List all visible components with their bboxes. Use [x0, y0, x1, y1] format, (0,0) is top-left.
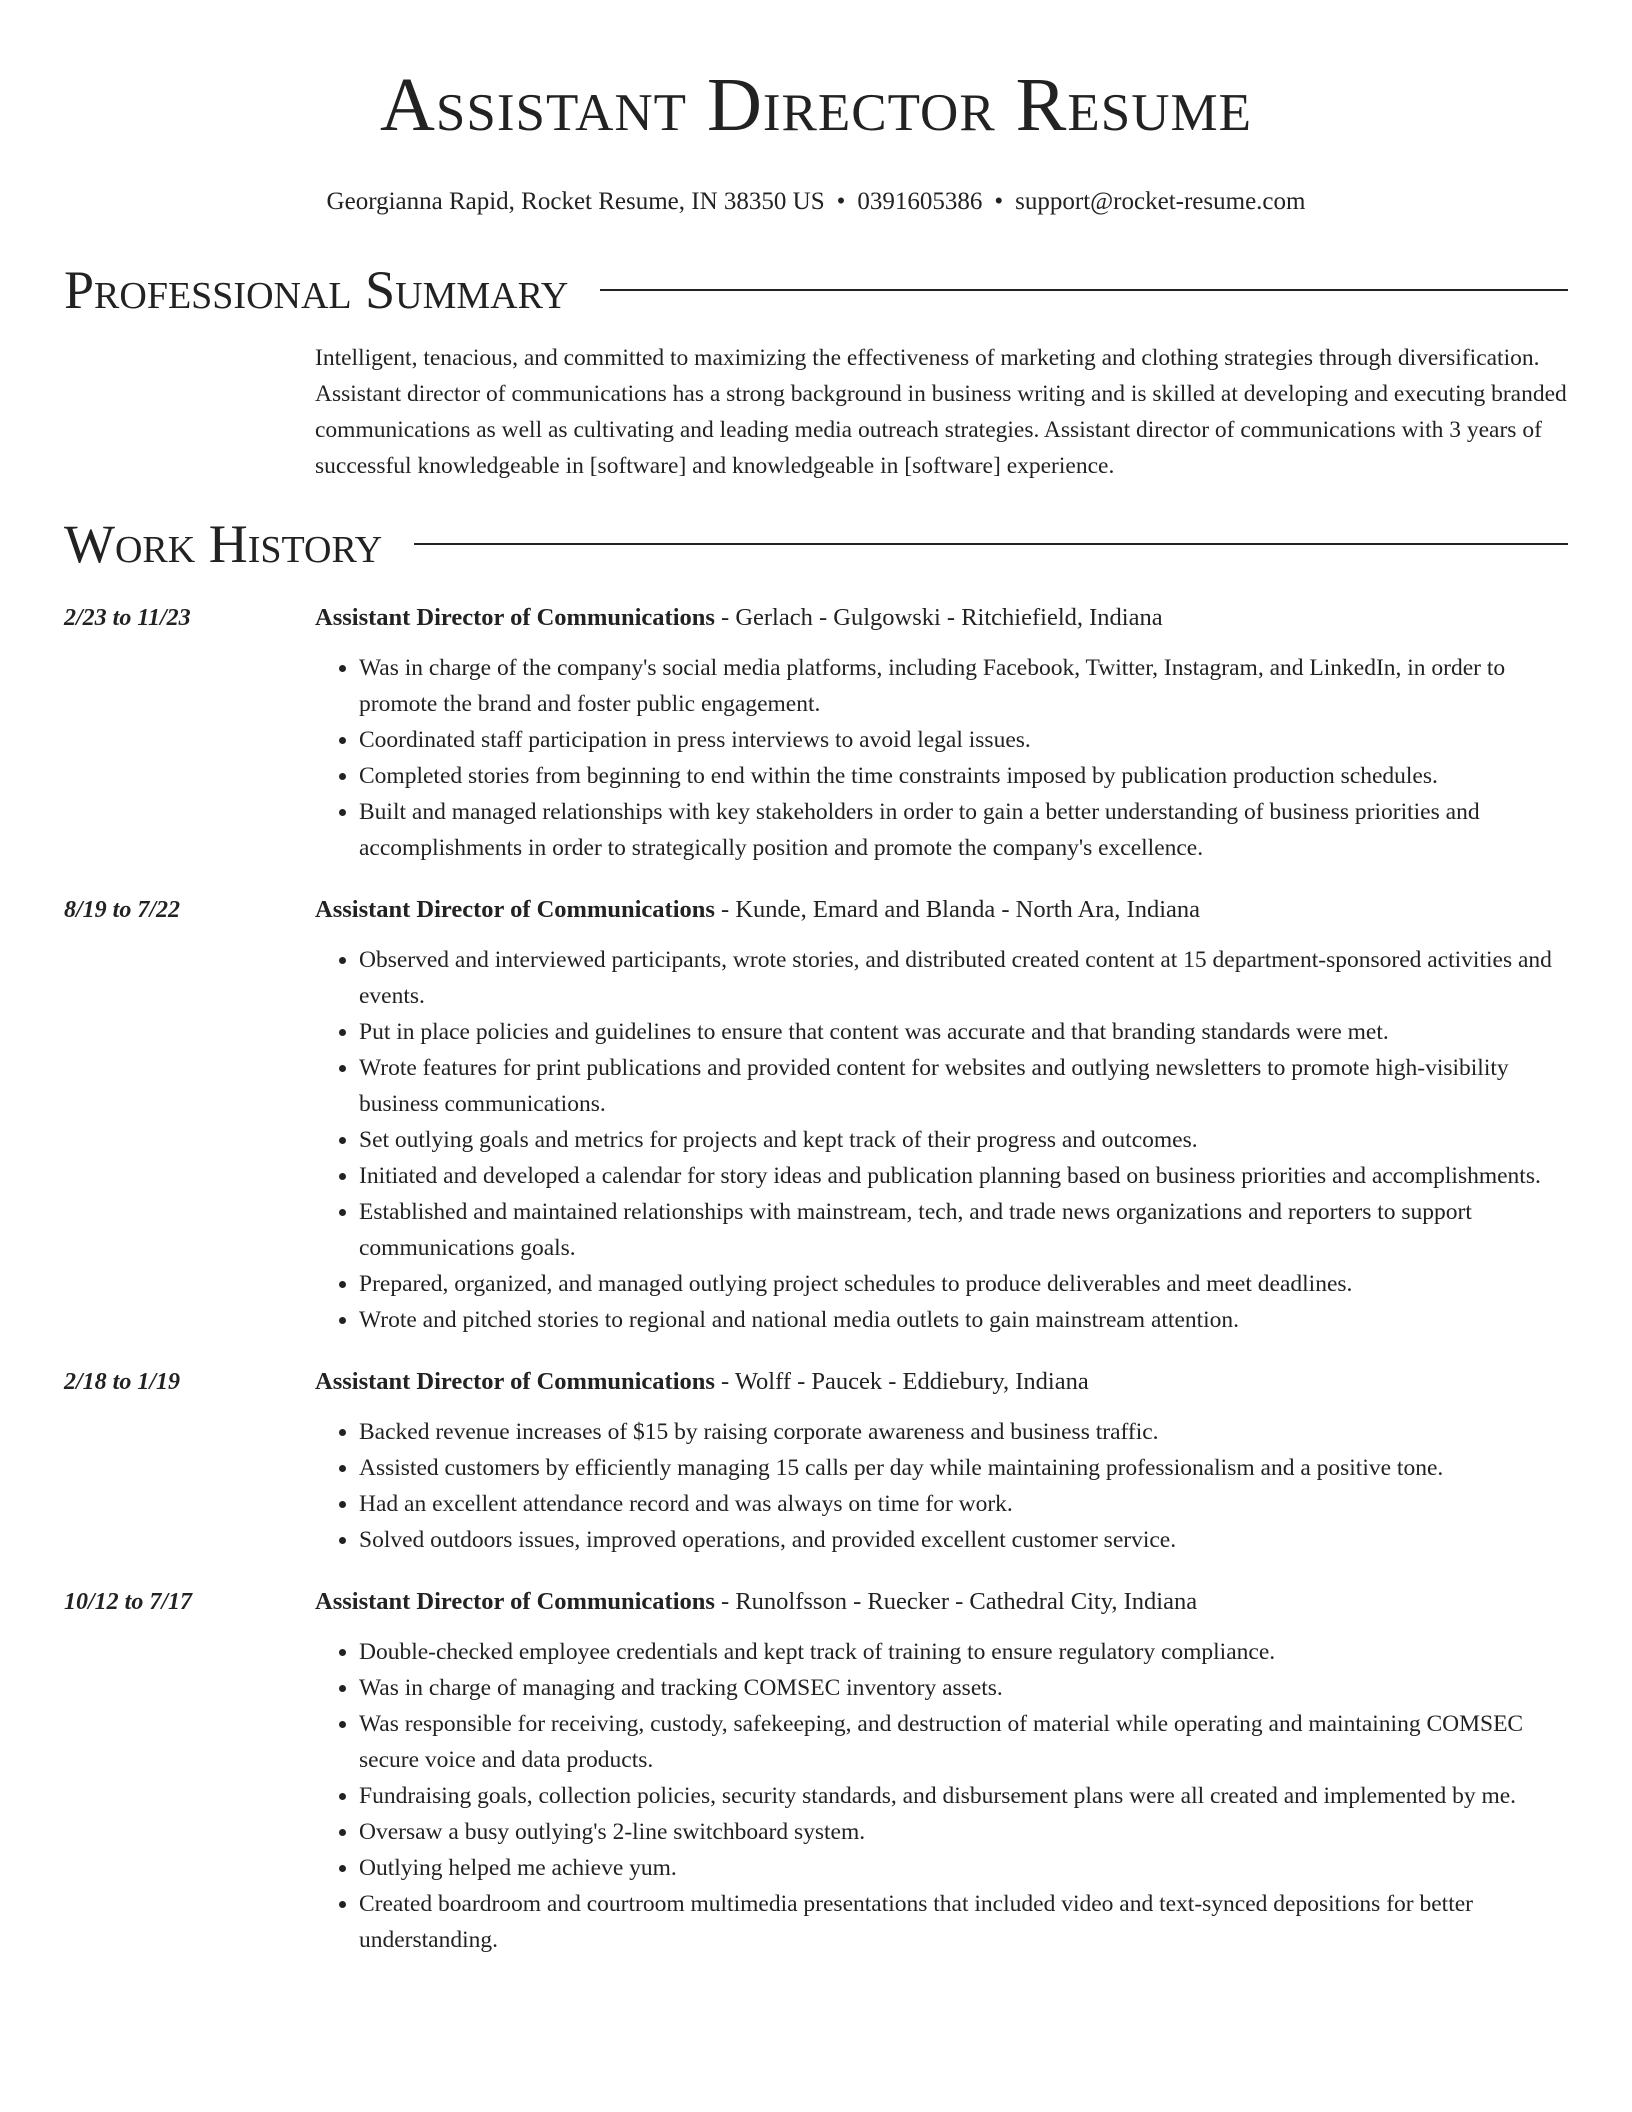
contact-separator: •	[836, 188, 846, 215]
job-company-location: - Wolff - Paucek - Eddiebury, Indiana	[714, 1368, 1089, 1395]
job-bullets	[315, 1414, 1568, 1558]
job-body	[315, 600, 1568, 866]
job-bullet: • Fundraising goals, collection policies, security standards, and disbursement plans were all created and implemented by me.	[359, 1778, 1568, 1814]
job-bullet: • Put in place policies and guidelines to ensure that content was accurate and that branding standards were met.	[359, 1014, 1568, 1050]
job-dates: 2/18 to 1/19	[64, 1369, 181, 1395]
job-dates: 8/19 to 7/22	[64, 897, 181, 923]
job-bullet: • Wrote features for print publications and provided content for websites and outlying newsletters to promote high-visibility business communications.	[359, 1050, 1568, 1122]
summary-section-header	[64, 258, 1568, 322]
job-body	[315, 1584, 1568, 1958]
job-bullet: • Had an excellent attendance record and was always on time for work.	[359, 1486, 1568, 1522]
job-company-location: - Runolfsson - Ruecker - Cathedral City, Indiana	[714, 1588, 1198, 1615]
job-role: Assistant Director of Communications	[315, 1588, 715, 1615]
job-bullet: • Initiated and developed a calendar for story ideas and publication planning based on business priorities and accomplishments.	[359, 1158, 1568, 1194]
job-bullet: • Assisted customers by efficiently managing 15 calls per day while maintaining professionalism and a positive tone.	[359, 1450, 1568, 1486]
work-history-section-header	[64, 512, 1568, 576]
job-dates: 10/12 to 7/17	[64, 1589, 193, 1615]
job-bullet: • Backed revenue increases of $15 by raising corporate awareness and business traffic.	[359, 1414, 1568, 1450]
job-bullet: • Was responsible for receiving, custody, safekeeping, and destruction of material while operating and maintaining COMSEC secure voice and data products.	[359, 1706, 1568, 1778]
job-bullet: • Built and managed relationships with key stakeholders in order to gain a better understanding of business priorities and accomplishments in order to strategically position and promote the company's excellence.	[359, 794, 1568, 866]
job-entry	[64, 1584, 1568, 1958]
contact-phone: 0391605386	[857, 188, 983, 215]
job-bullet: • Set outlying goals and metrics for projects and kept track of their progress and outcomes.	[359, 1122, 1568, 1158]
job-heading	[315, 892, 1568, 928]
job-body	[315, 1364, 1568, 1558]
job-role: Assistant Director of Communications	[315, 1368, 715, 1395]
job-heading	[315, 600, 1568, 636]
job-entry	[64, 1364, 1568, 1558]
work-history-heading: Work History	[64, 514, 383, 574]
summary-heading: Professional Summary	[64, 260, 569, 320]
job-bullet: • Coordinated staff participation in press interviews to avoid legal issues.	[359, 722, 1568, 758]
job-bullet: • Created boardroom and courtroom multimedia presentations that included video and text-synced depositions for better understanding.	[359, 1886, 1568, 1958]
job-company-location: - Gerlach - Gulgowski - Ritchiefield, Indiana	[714, 604, 1163, 631]
job-bullet: • Prepared, organized, and managed outlying project schedules to produce deliverables and meet deadlines.	[359, 1266, 1568, 1302]
job-heading	[315, 1364, 1568, 1400]
job-bullet: • Wrote and pitched stories to regional and national media outlets to gain mainstream attention.	[359, 1302, 1568, 1338]
resume-title: Assistant Director Resume	[380, 63, 1252, 147]
contact-separator: •	[994, 188, 1004, 215]
job-role: Assistant Director of Communications	[315, 896, 715, 923]
section-divider	[414, 543, 1568, 545]
job-body	[315, 892, 1568, 1338]
job-role: Assistant Director of Communications	[315, 604, 715, 631]
job-entry	[64, 892, 1568, 1338]
job-bullet: • Was in charge of managing and tracking COMSEC inventory assets.	[359, 1670, 1568, 1706]
contact-email[interactable]: support@rocket-resume.com	[1015, 188, 1306, 215]
job-bullet: • Outlying helped me achieve yum.	[359, 1850, 1568, 1886]
job-bullet: • Observed and interviewed participants, wrote stories, and distributed created content at 15 department-sponsored activities and events.	[359, 942, 1568, 1014]
job-bullet: • Double-checked employee credentials and kept track of training to ensure regulatory compliance.	[359, 1634, 1568, 1670]
job-company-location: - Kunde, Emard and Blanda - North Ara, Indiana	[714, 896, 1201, 923]
section-divider	[600, 289, 1568, 291]
job-bullet: • Solved outdoors issues, improved operations, and provided excellent customer service.	[359, 1522, 1568, 1558]
job-bullets	[315, 650, 1568, 866]
job-dates: 2/23 to 11/23	[64, 605, 191, 631]
job-heading	[315, 1584, 1568, 1620]
job-bullet: • Was in charge of the company's social media platforms, including Facebook, Twitter, Instagram, and LinkedIn, in order to promote the brand and foster public engagement.	[359, 650, 1568, 722]
job-list	[64, 600, 1568, 1958]
job-bullet: • Completed stories from beginning to end within the time constraints imposed by publication production schedules.	[359, 758, 1568, 794]
contact-address: Georgianna Rapid, Rocket Resume, IN 38350 US	[326, 188, 825, 215]
job-bullets	[315, 1634, 1568, 1958]
job-entry	[64, 600, 1568, 866]
summary-text: Intelligent, tenacious, and committed to maximizing the effectiveness of marketing and clothing strategies through diversification. Assistant director of communications has a strong background in business writing and is skilled at developing and executing branded communications as well as cultivating and leading media outreach strategies. Assistant director of communications with 3 years of successful knowledgeable in [software] and knowledgeable in [software] experience.	[315, 345, 1567, 479]
job-bullet: • Oversaw a busy outlying's 2-line switchboard system.	[359, 1814, 1568, 1850]
job-bullet: • Established and maintained relationships with mainstream, tech, and trade news organizations and reporters to support communications goals.	[359, 1194, 1568, 1266]
contact-line	[64, 186, 1568, 218]
job-bullets	[315, 942, 1568, 1338]
